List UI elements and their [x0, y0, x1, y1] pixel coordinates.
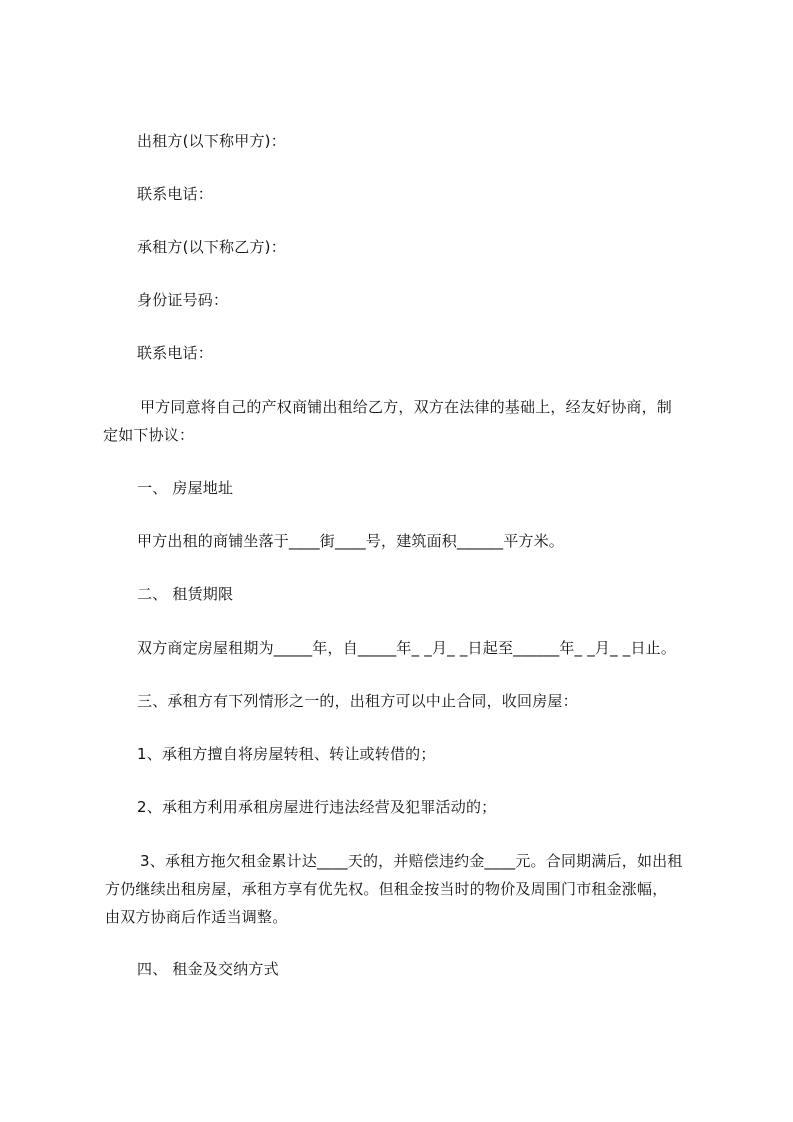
section3-item3-line2: 方仍继续出租房屋，承租方享有优先权。但租金按当时的物价及周围门市租金涨幅，	[105, 880, 668, 898]
section3-item3-line1: 3、承租方拖欠租金累计达____天的，并赔偿违约金____元。合同期满后，如出租	[140, 852, 683, 870]
id-number-label: 身份证号码：	[137, 291, 229, 309]
lessee-label: 承租方(以下称乙方)：	[137, 238, 286, 256]
section3-item3-line3: 由双方协商后作适当调整。	[105, 908, 288, 926]
lessor-label: 出租方(以下称甲方)：	[137, 132, 286, 150]
section3-item1: 1、承租方擅自将房屋转租、转让或转借的；	[137, 745, 436, 763]
section1-text: 甲方出租的商铺坐落于____街____号，建筑面积______平方米。	[137, 532, 565, 550]
section2-text: 双方商定房屋租期为_____年，自_____年_ _月_ _日起至______年_ _月_ _日止。	[137, 639, 677, 657]
section3-heading: 三、承租方有下列情形之一的，出租方可以中止合同，收回房屋：	[137, 692, 578, 710]
section4-heading: 四、 租金及交纳方式	[137, 960, 279, 978]
lessor-phone-label: 联系电话：	[137, 185, 214, 203]
section2-heading: 二、 租赁期限	[137, 585, 234, 603]
section3-item2: 2、承租方利用承租房屋进行违法经营及犯罪活动的；	[137, 798, 497, 816]
intro-paragraph-line2: 定如下协议：	[103, 426, 195, 444]
section1-heading: 一、 房屋地址	[137, 479, 234, 497]
lessee-phone-label: 联系电话：	[137, 344, 214, 362]
intro-paragraph-line1: 甲方同意将自己的产权商铺出租给乙方，双方在法律的基础上，经友好协商，制	[140, 398, 673, 416]
